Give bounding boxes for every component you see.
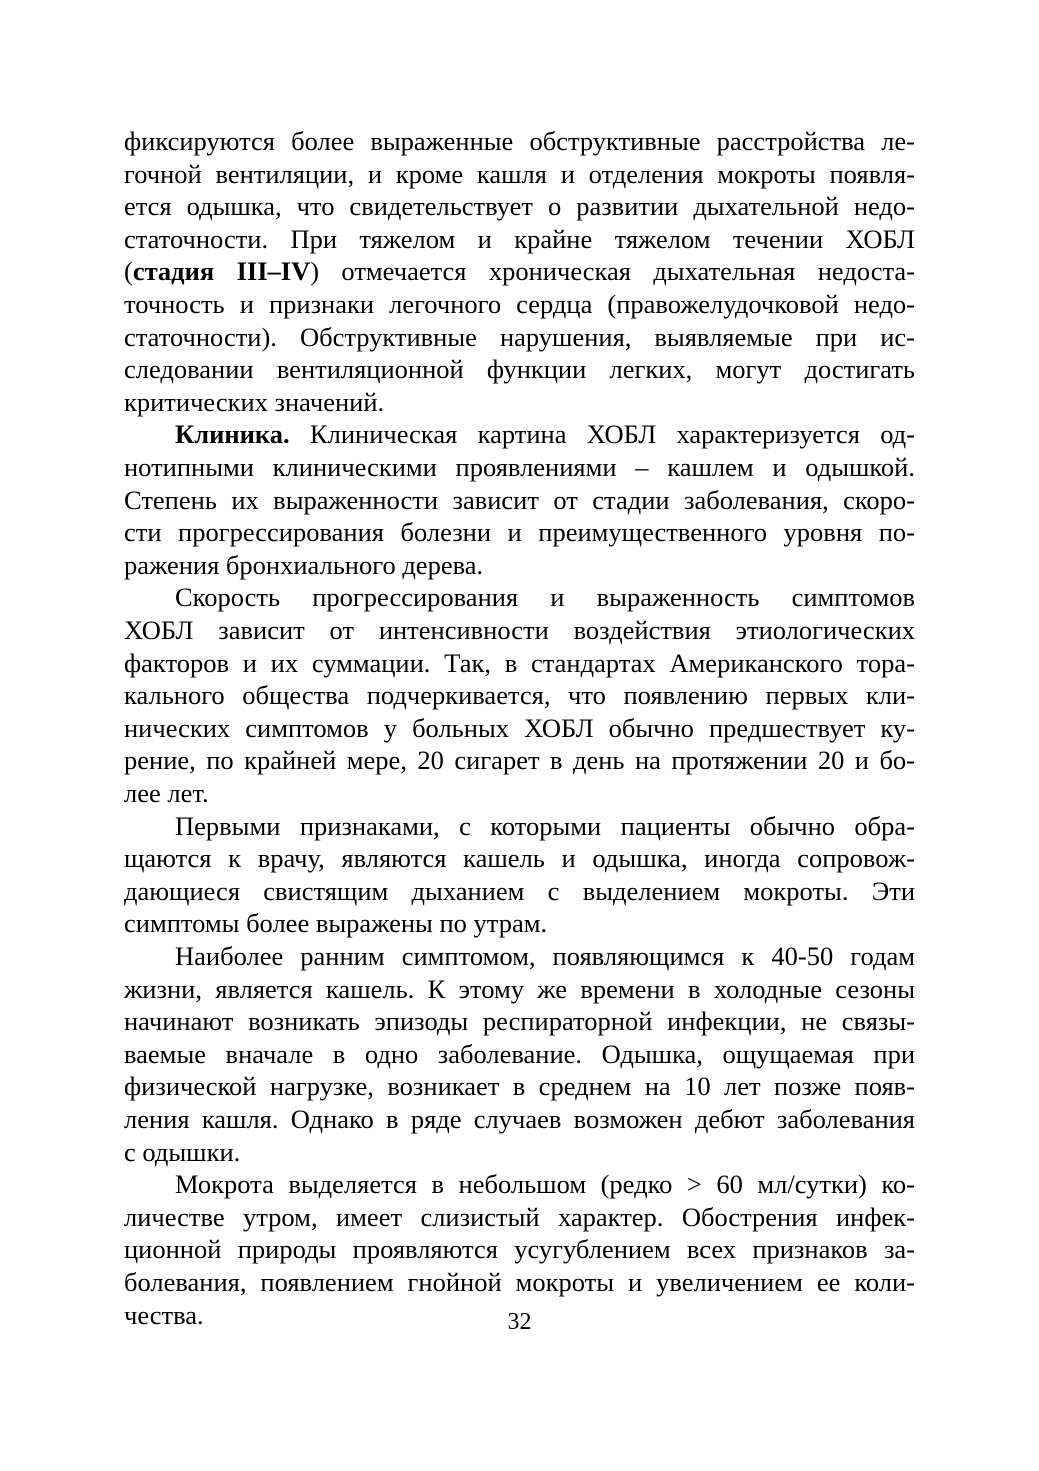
text-line: ционной природы проявляются усугублением всех признаков за- — [124, 1234, 915, 1265]
text-line: Наиболее ранним симптомом, появляющимся к 40-50 годам — [175, 941, 915, 971]
text-line: лее лет. — [124, 778, 209, 808]
text-line: точность и признаки легочного сердца (правожелудочковой недо- — [124, 289, 915, 319]
bold-text: Клиника. — [175, 419, 290, 450]
text-line: статочности). Обструктивные нарушения, выявляемые при ис- — [124, 321, 915, 352]
text-line: ражения бронхиального дерева. — [124, 549, 484, 580]
text-segment: ( — [124, 256, 133, 287]
text-line: нотипными клиническими проявлениями – кашлем и одышкой. — [124, 452, 915, 482]
text-line: кального общества подчеркивается, что появлению первых кли- — [124, 680, 915, 711]
text-line: гочной вентиляции, и кроме кашля и отделения мокроты появля- — [124, 158, 915, 189]
text-line: физической нагрузке, возникает в среднем на 10 лет позже появ- — [124, 1071, 915, 1102]
text-segment: Клиническая картина ХОБЛ характеризуется од- — [289, 419, 915, 450]
text-line: рение, по крайней мере, 20 сигарет в день на протяжении 20 и бо- — [124, 745, 915, 776]
text-line: Мокрота выделяется в небольшом (редко > 60 мл/сутки) ко- — [175, 1169, 915, 1200]
text-line: ления кашля. Однако в ряде случаев возможен дебют заболевания — [124, 1104, 915, 1134]
text-segment: ) отмечается хроническая дыхательная недоста- — [310, 256, 915, 287]
page-number: 32 — [507, 1309, 532, 1335]
text-line: ется одышка, что свидетельствует о развитии дыхательной недо- — [124, 191, 915, 222]
bold-text: стадия III–IV — [132, 256, 311, 287]
text-line: сти прогрессирования болезни и преимущественного уровня по- — [124, 517, 915, 548]
text-line: симптомы более выражены по утрам. — [124, 908, 548, 939]
text-line: Первыми признаками, с которыми пациенты обычно обра- — [175, 810, 915, 841]
text-line — [124, 255, 915, 288]
text-line: с одышки. — [124, 1136, 241, 1167]
text-line: ваемые вначале в одно заболевание. Одышка, ощущаемая при — [124, 1038, 915, 1069]
text-line: критических значений. — [124, 386, 385, 417]
text-line: начинают возникать эпизоды респираторной инфекции, не связы- — [124, 1006, 915, 1037]
text-line: следовании вентиляционной функции легких, могут достигать — [124, 354, 915, 385]
text-line: дающиеся свистящим дыханием с выделением мокроты. Эти — [124, 875, 915, 906]
text-line: Скорость прогрессирования и выраженность симптомов — [175, 582, 915, 613]
text-line: статочности. При тяжелом и крайне тяжелом течении ХОБЛ — [124, 223, 915, 254]
text-line: жизни, является кашель. К этому же времени в холодные сезоны — [124, 973, 915, 1004]
text-line — [175, 418, 915, 451]
text-line: Степень их выраженности зависит от стадии заболевания, скоро- — [124, 484, 915, 515]
text-line: личестве утром, имеет слизистый характер. Обострения инфек- — [124, 1201, 915, 1232]
text-line: фиксируются более выраженные обструктивные расстройства ле- — [124, 126, 915, 156]
text-line: чества. — [124, 1299, 204, 1330]
text-line: щаются к врачу, являются кашель и одышка, иногда сопровож- — [124, 843, 915, 874]
text-line: нических симптомов у больных ХОБЛ обычно предшествует ку- — [124, 712, 915, 743]
text-line: факторов и их суммации. Так, в стандартах Американского тора- — [124, 647, 915, 678]
text-line: болевания, появлением гнойной мокроты и увеличением ее коли- — [124, 1267, 915, 1297]
text-line: ХОБЛ зависит от интенсивности воздействия этиологических — [124, 615, 915, 645]
